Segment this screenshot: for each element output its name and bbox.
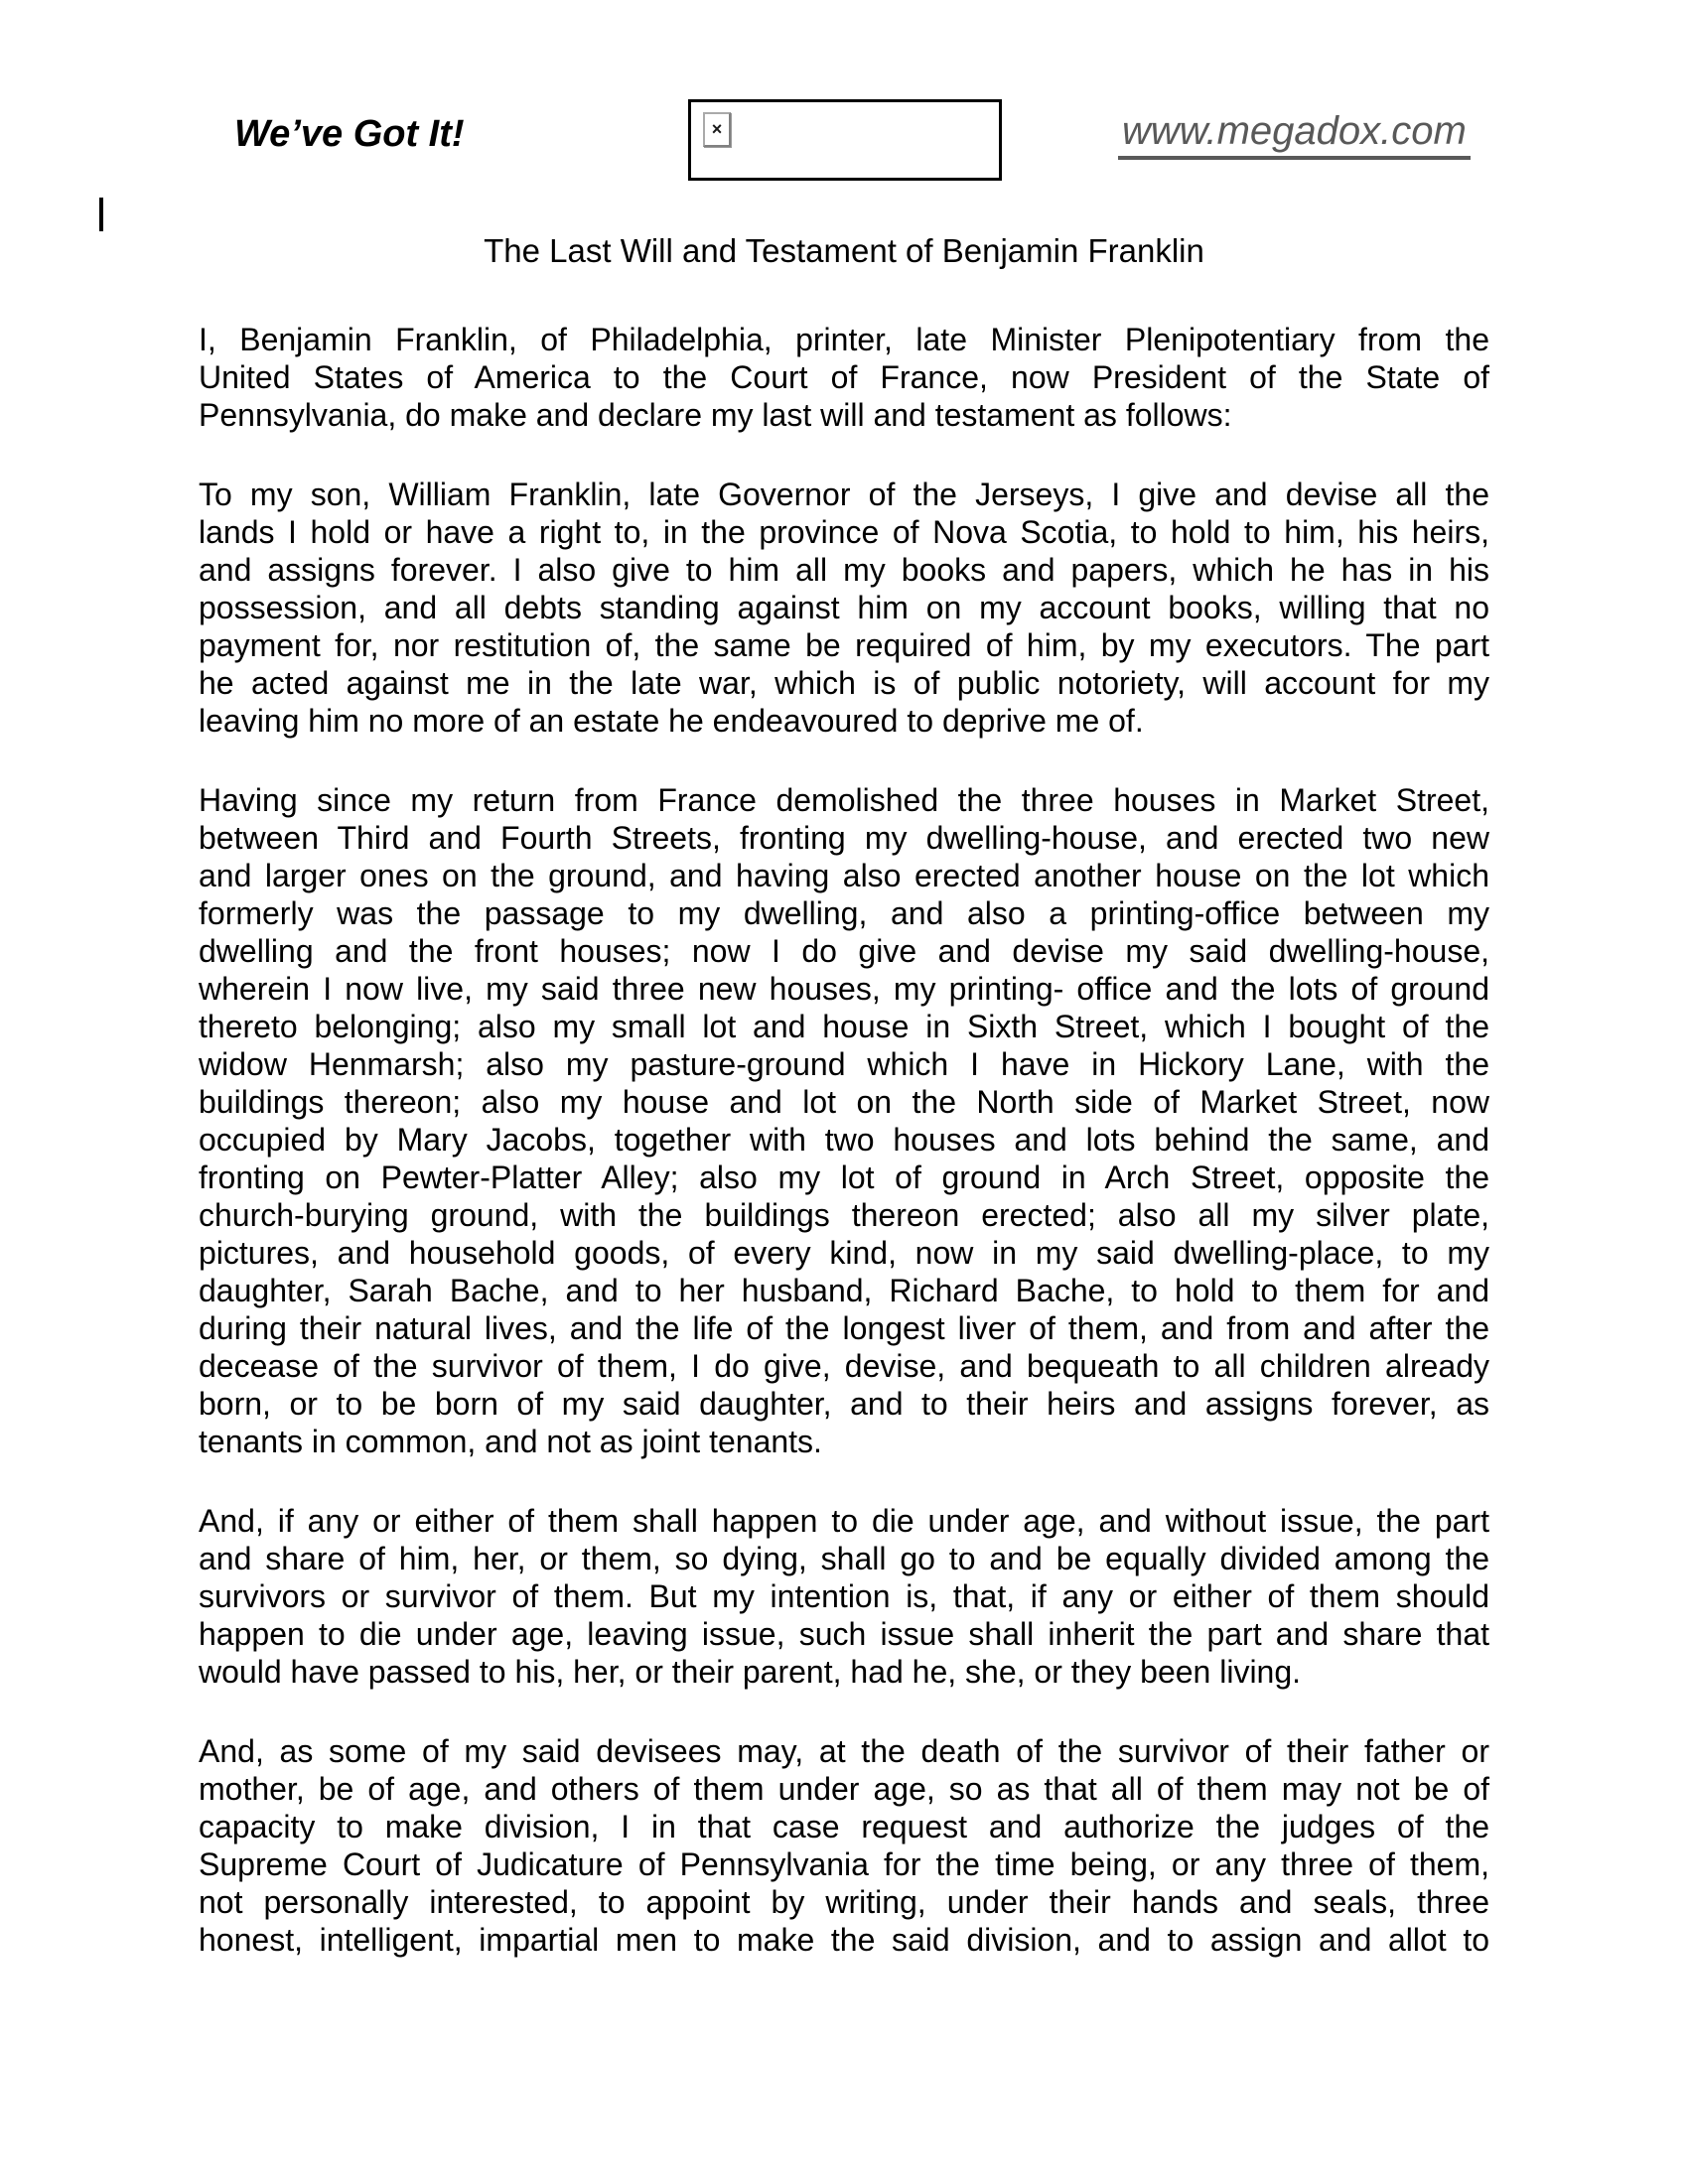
text-line: payment for, nor restitution of, the same be required of him, by my executors. The part	[199, 627, 1489, 663]
text-line: buildings thereon; also my house and lot on the North side of Market Street, now	[199, 1084, 1489, 1120]
text-line: and assigns forever. I also give to him all my books and papers, which he has in his	[199, 552, 1489, 588]
text-line: survivors or survivor of them. But my intention is, that, if any or either of them should	[199, 1578, 1489, 1614]
text-line: leaving him no more of an estate he endeavoured to deprive me of.	[199, 703, 1144, 739]
text-cursor-mark	[99, 198, 103, 231]
text-line: would have passed to his, her, or their parent, had he, she, or they been living.	[199, 1654, 1302, 1690]
text-line: tenants in common, and not as joint tenants.	[199, 1424, 822, 1459]
website-link[interactable]: www.megadox.com	[1118, 109, 1471, 160]
text-line: he acted against me in the late war, which is of public notoriety, will account for my	[199, 665, 1489, 701]
text-line: daughter, Sarah Bache, and to her husband, Richard Bache, to hold to them for and	[199, 1273, 1489, 1308]
paragraph	[199, 1502, 1489, 1691]
text-line: formerly was the passage to my dwelling, and also a printing-office between my	[199, 895, 1489, 931]
brand-tagline: We’ve Got It!	[234, 113, 465, 155]
text-line: fronting on Pewter-Platter Alley; also my lot of ground in Arch Street, opposite the	[199, 1160, 1489, 1195]
text-line: I, Benjamin Franklin, of Philadelphia, printer, late Minister Plenipotentiary from the	[199, 322, 1489, 357]
text-line: between Third and Fourth Streets, fronting my dwelling-house, and erected two new	[199, 820, 1489, 856]
paragraph	[199, 321, 1489, 434]
text-line: Supreme Court of Judicature of Pennsylvania for the time being, or any three of them,	[199, 1846, 1489, 1882]
text-line: lands I hold or have a right to, in the province of Nova Scotia, to hold to him, his heirs,	[199, 514, 1489, 550]
text-line: And, if any or either of them shall happen to die under age, and without issue, the part	[199, 1503, 1489, 1539]
paragraph	[199, 476, 1489, 740]
broken-image-icon	[703, 112, 731, 147]
text-line: church-burying ground, with the buildings thereon erected; also all my silver plate,	[199, 1197, 1489, 1233]
paragraph	[199, 1732, 1489, 1959]
broken-image-glyph: ×	[711, 119, 723, 139]
text-line: And, as some of my said devisees may, at the death of the survivor of their father or	[199, 1733, 1489, 1769]
text-line: thereto belonging; also my small lot and house in Sixth Street, which I bought of the	[199, 1009, 1489, 1044]
text-line: Pennsylvania, do make and declare my last will and testament as follows:	[199, 397, 1232, 433]
text-line: and share of him, her, or them, so dying, shall go to and be equally divided among the	[199, 1541, 1489, 1576]
text-line: possession, and all debts standing against him on my account books, willing that no	[199, 590, 1489, 625]
text-line: dwelling and the front houses; now I do give and devise my said dwelling-house,	[199, 933, 1489, 969]
text-line: To my son, William Franklin, late Governor of the Jerseys, I give and devise all the	[199, 477, 1489, 512]
text-line: mother, be of age, and others of them under age, so as that all of them may not be of	[199, 1771, 1489, 1807]
text-line: widow Henmarsh; also my pasture-ground which I have in Hickory Lane, with the	[199, 1046, 1489, 1082]
logo-image-placeholder	[688, 99, 1002, 181]
text-line: happen to die under age, leaving issue, such issue shall inherit the part and share that	[199, 1616, 1489, 1652]
text-line: and larger ones on the ground, and having also erected another house on the lot which	[199, 858, 1489, 893]
text-line: pictures, and household goods, of every kind, now in my said dwelling-place, to my	[199, 1235, 1489, 1271]
text-line: Having since my return from France demolished the three houses in Market Street,	[199, 782, 1489, 818]
page-title: The Last Will and Testament of Benjamin Franklin	[484, 232, 1204, 269]
text-line: not personally interested, to appoint by writing, under their hands and seals, three	[199, 1884, 1489, 1920]
text-line: wherein I now live, my said three new houses, my printing- office and the lots of ground	[199, 971, 1489, 1007]
text-line: honest, intelligent, impartial men to make the said division, and to assign and allot to	[199, 1922, 1489, 1958]
text-line: United States of America to the Court of France, now President of the State of	[199, 359, 1489, 395]
text-line: during their natural lives, and the life of the longest liver of them, and from and after the	[199, 1310, 1489, 1346]
text-line: occupied by Mary Jacobs, together with two houses and lots behind the same, and	[199, 1122, 1489, 1158]
paragraph	[199, 781, 1489, 1460]
text-line: capacity to make division, I in that case request and authorize the judges of the	[199, 1809, 1489, 1844]
text-line: decease of the survivor of them, I do give, devise, and bequeath to all children already	[199, 1348, 1489, 1384]
document-body	[199, 321, 1489, 2000]
text-line: born, or to be born of my said daughter, and to their heirs and assigns forever, as	[199, 1386, 1489, 1422]
